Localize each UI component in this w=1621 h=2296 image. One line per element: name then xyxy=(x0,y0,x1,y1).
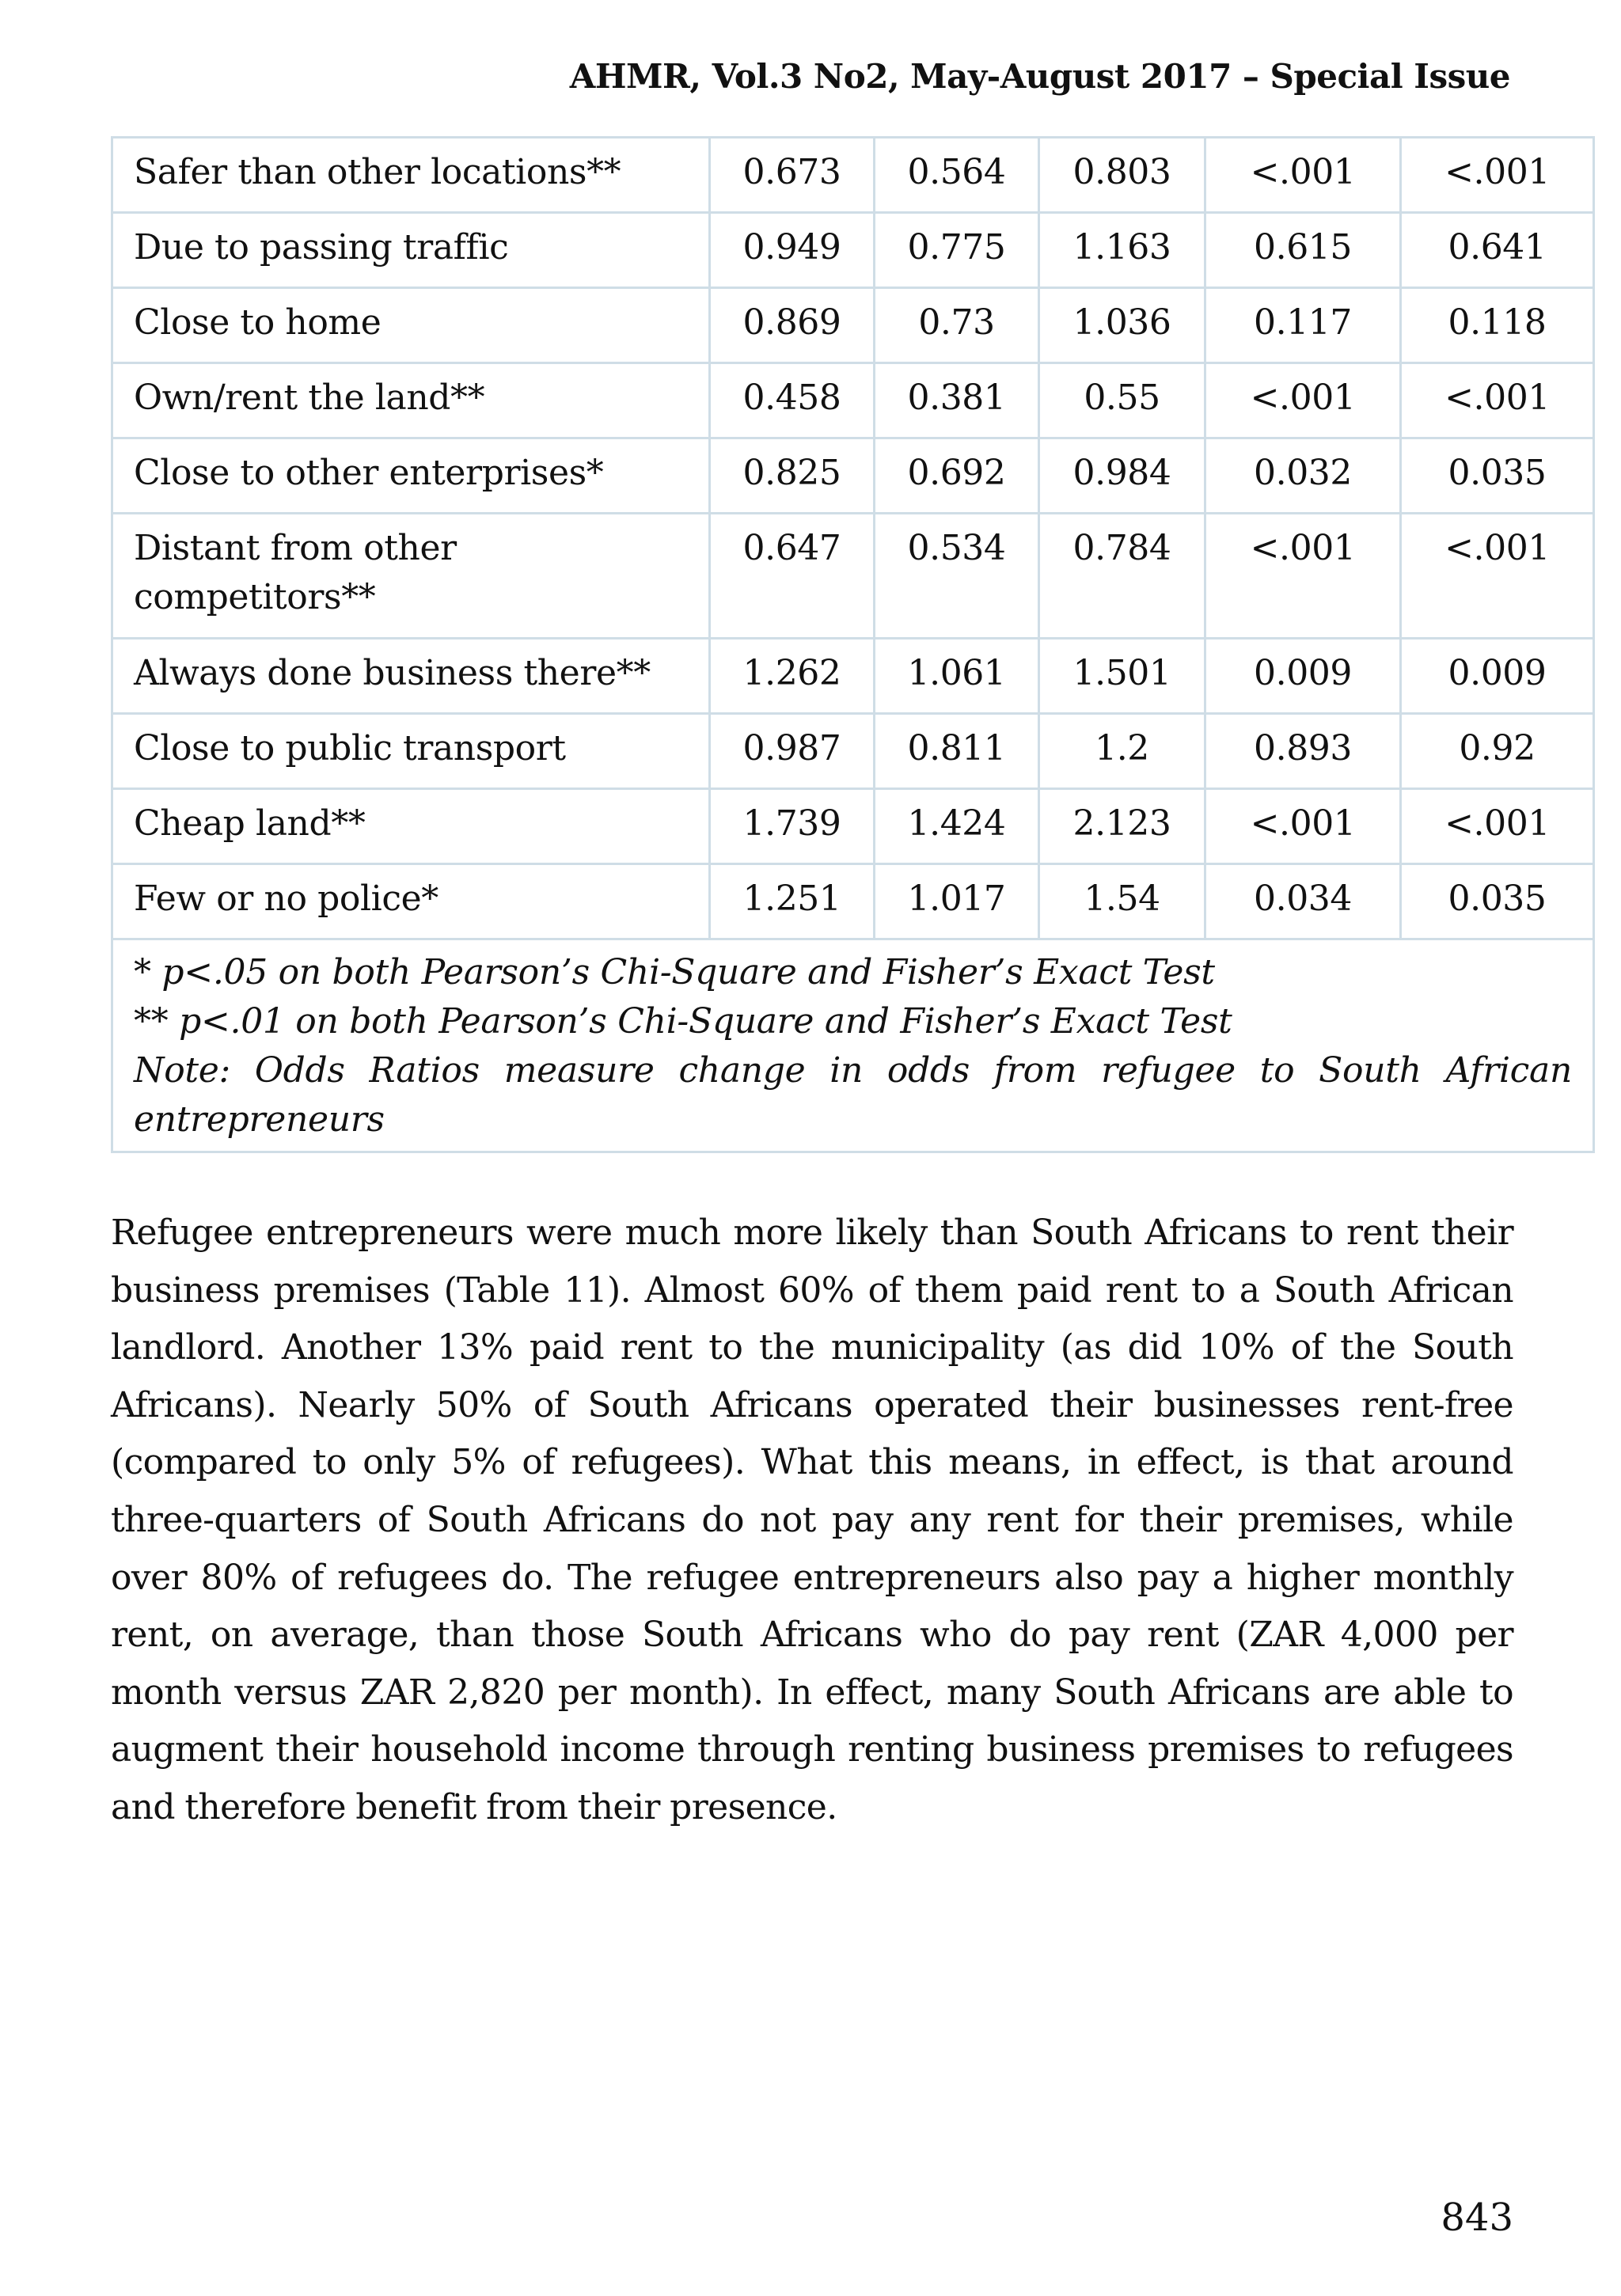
table-cell: 0.784 xyxy=(1039,514,1205,639)
table-cell: 1.017 xyxy=(875,864,1039,939)
row-label: Due to passing traffic xyxy=(112,213,710,288)
table-cell: 0.009 xyxy=(1401,639,1594,714)
table-cell: 1.739 xyxy=(710,789,875,864)
table-row xyxy=(112,288,1594,363)
table-cell: 0.92 xyxy=(1401,714,1594,789)
table-cell: 1.251 xyxy=(710,864,875,939)
table-cell: 0.987 xyxy=(710,714,875,789)
table-cell: 0.118 xyxy=(1401,288,1594,363)
table-cell: 0.673 xyxy=(710,138,875,213)
row-label: Close to public transport xyxy=(112,714,710,789)
table-cell: 0.803 xyxy=(1039,138,1205,213)
table-row xyxy=(112,363,1594,438)
note-odds-ratio: Note: Odds Ratios measure change in odds from refugee to South African entrepreneurs xyxy=(134,1050,1572,1140)
table-row xyxy=(112,438,1594,514)
table-cell: 0.984 xyxy=(1039,438,1205,514)
odds-ratio-table xyxy=(111,136,1595,1153)
table-cell: 0.641 xyxy=(1401,213,1594,288)
page-number: 843 xyxy=(1441,2195,1513,2240)
table-cell: 1.54 xyxy=(1039,864,1205,939)
table-cell: 0.458 xyxy=(710,363,875,438)
table-cell: <.001 xyxy=(1401,514,1594,639)
table-cell: 0.034 xyxy=(1205,864,1401,939)
row-label: Safer than other locations** xyxy=(112,138,710,213)
table-cell: <.001 xyxy=(1205,789,1401,864)
table-cell: 1.2 xyxy=(1039,714,1205,789)
table-cell: 0.647 xyxy=(710,514,875,639)
row-label: Distant from other competitors** xyxy=(112,514,710,639)
table-cell: 0.949 xyxy=(710,213,875,288)
table-row xyxy=(112,138,1594,213)
table-row xyxy=(112,789,1594,864)
table-cell: 0.009 xyxy=(1205,639,1401,714)
table-cell: 0.893 xyxy=(1205,714,1401,789)
table-cell: <.001 xyxy=(1205,363,1401,438)
table-cell: 0.775 xyxy=(875,213,1039,288)
table-cell: 0.564 xyxy=(875,138,1039,213)
table-cell: 0.692 xyxy=(875,438,1039,514)
table-cell: 2.123 xyxy=(1039,789,1205,864)
table-row xyxy=(112,213,1594,288)
table-cell: 0.381 xyxy=(875,363,1039,438)
row-label: Close to other enterprises* xyxy=(112,438,710,514)
row-label: Always done business there** xyxy=(112,639,710,714)
table-cell: 1.262 xyxy=(710,639,875,714)
table-row xyxy=(112,714,1594,789)
table-cell: <.001 xyxy=(1205,514,1401,639)
note-significance-05: * p<.05 on both Pearson’s Chi-Square and Fisher’s Exact Test xyxy=(134,952,1215,992)
row-label: Close to home xyxy=(112,288,710,363)
table-cell: 1.036 xyxy=(1039,288,1205,363)
table-cell: <.001 xyxy=(1401,363,1594,438)
note-significance-01: ** p<.01 on both Pearson’s Chi-Square and Fisher’s Exact Test xyxy=(134,1001,1232,1042)
row-label: Own/rent the land** xyxy=(112,363,710,438)
table-cell: 0.811 xyxy=(875,714,1039,789)
table-cell: 0.615 xyxy=(1205,213,1401,288)
table-cell: <.001 xyxy=(1205,138,1401,213)
row-label: Few or no police* xyxy=(112,864,710,939)
running-header: AHMR, Vol.3 No2, May-August 2017 – Special Issue xyxy=(569,57,1510,96)
table-cell: 1.061 xyxy=(875,639,1039,714)
table-cell: 0.117 xyxy=(1205,288,1401,363)
table-cell: 0.825 xyxy=(710,438,875,514)
table-notes-row xyxy=(112,939,1594,1152)
table-row xyxy=(112,514,1594,639)
table-cell: 0.035 xyxy=(1401,438,1594,514)
table-cell: 1.424 xyxy=(875,789,1039,864)
table-notes xyxy=(112,939,1594,1152)
table-cell: 1.163 xyxy=(1039,213,1205,288)
table-cell: <.001 xyxy=(1401,138,1594,213)
table-row xyxy=(112,864,1594,939)
row-label: Cheap land** xyxy=(112,789,710,864)
table-cell: 0.035 xyxy=(1401,864,1594,939)
table-cell: 0.55 xyxy=(1039,363,1205,438)
body-paragraph: Refugee entrepreneurs were much more likely than South Africans to rent their business premises (Table 11). Almost 60% of them paid rent to a South African landlord. Another 13% paid rent to the municipality (as did 10% of the South Africans). Nearly 50% of South Africans operated their businesses rent-free (compared to only 5% of refugees). What this means, in effect, is that around three-quarters of South Africans do not pay any rent for their premises, while over 80% of refugees do. The refugee entrepreneurs also pay a higher monthly rent, on average, than those South Africans who do pay rent (ZAR 4,000 per month versus ZAR 2,820 per month). In effect, many South Africans are able to augment their household income through renting business premises to refugees and therefore benefit from their presence. xyxy=(111,1213,1513,1827)
table-cell: 0.032 xyxy=(1205,438,1401,514)
table-row xyxy=(112,639,1594,714)
table-cell: 0.73 xyxy=(875,288,1039,363)
table-cell: 1.501 xyxy=(1039,639,1205,714)
table-cell: <.001 xyxy=(1401,789,1594,864)
table-cell: 0.534 xyxy=(875,514,1039,639)
table-cell: 0.869 xyxy=(710,288,875,363)
